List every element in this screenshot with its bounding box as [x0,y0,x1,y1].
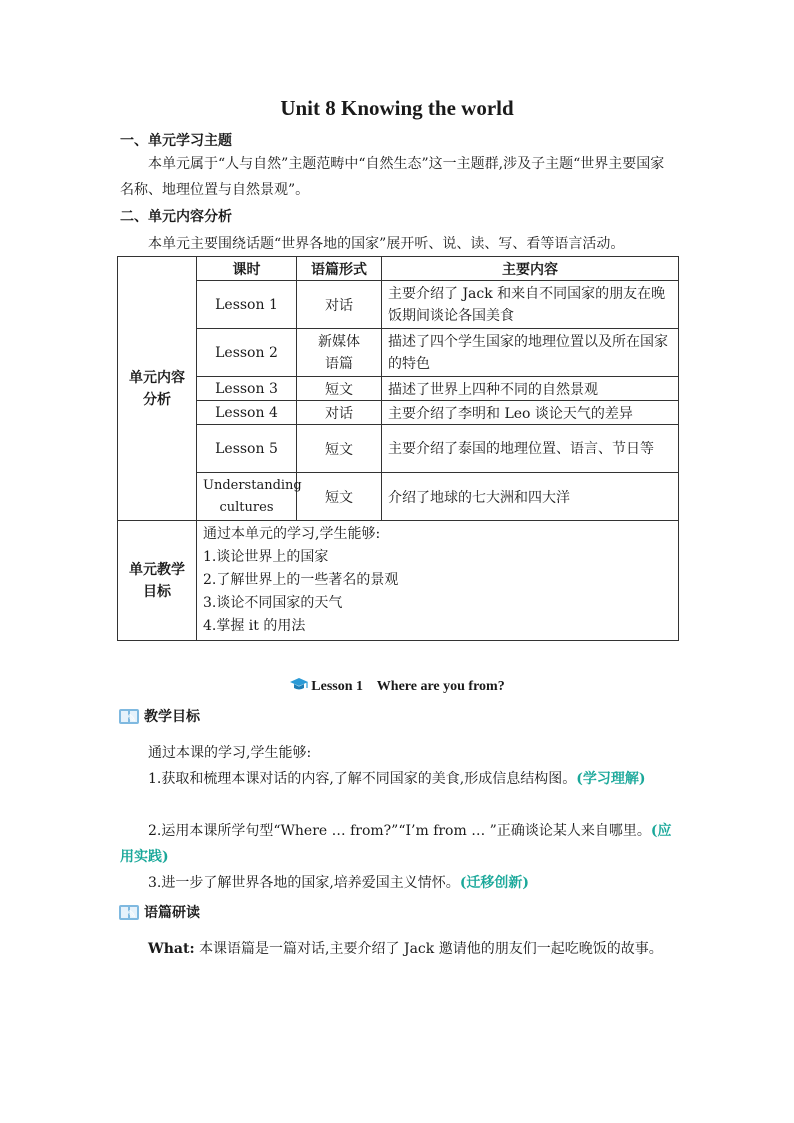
form-cell: 短文 [297,425,382,473]
document-title: Unit 8 Knowing the world [280,96,514,120]
lesson-cell: Lesson 5 [197,425,297,473]
goal-item: 4.掌握 it 的用法 [203,618,306,634]
content-cell: 描述了世界上四种不同的自然景观 [382,377,679,401]
form-cell: 短文 [297,473,382,521]
lesson-heading [0,677,794,698]
goals-cell [197,521,679,641]
objective-tag: (迁移创新) [459,875,530,891]
reading-what: What: 本课语篇是一篇对话,主要介绍了 Jack 邀请他的朋友们一起吃晚饭的故事。 [148,941,663,957]
section-2-text: 本单元主要围绕话题“世界各地的国家”展开听、说、读、写、看等语言活动。 [148,236,625,252]
table-row [118,377,679,401]
content-cell: 主要介绍了李明和 Leo 谈论天气的差异 [382,401,679,425]
unit-analysis-table [117,256,679,641]
reading-heading: ✎ 语篇研读 [118,902,200,922]
objective-tag: (应用实践) [120,823,672,865]
section-2-heading: 二、单元内容分析 [120,209,232,225]
goal-item: 1.谈论世界上的国家 [203,549,329,565]
form-cell: 短文 [297,377,382,401]
objectives-intro: 通过本课的学习,学生能够: [148,745,312,761]
goal-item: 3.谈论不同国家的天气 [203,595,343,611]
lesson-cell: Lesson 3 [197,377,297,401]
objective-item: 1.获取和梳理本课对话的内容,了解不同国家的美食,形成信息结构图。(学习理解) [148,771,646,787]
table-row [118,401,679,425]
form-cell: 对话 [297,401,382,425]
header-content: 主要内容 [382,257,679,281]
content-cell: 主要介绍了 Jack 和来自不同国家的朋友在晚饭期间谈论各国美食 [382,281,679,329]
section-1-heading: 一、单元学习主题 [120,133,232,149]
graduation-cap-icon [289,677,309,698]
header-form: 语篇形式 [297,257,382,281]
form-cell: 新媒体语篇 [297,329,382,377]
table-row [118,425,679,473]
book-icon [118,902,140,922]
row-label-goals: 单元教学目标 [118,521,197,641]
goal-item: 2.了解世界上的一些著名的景观 [203,572,399,588]
lesson-cell: Lesson 2 [197,329,297,377]
row-label-analysis: 单元内容分析 [118,257,197,521]
objective-tag: (学习理解) [576,771,646,787]
lesson-cell: Lesson 1 [197,281,297,329]
goal-intro: 通过本单元的学习,学生能够: [203,526,381,542]
table-row [118,473,679,521]
objectives-heading: ✎ 教学目标 [118,706,200,726]
header-lesson: 课时 [197,257,297,281]
lesson-cell: Lesson 4 [197,401,297,425]
objective-item: 3.进一步了解世界各地的国家,培养爱国主义情怀。(迁移创新) [148,875,530,891]
content-cell: 描述了四个学生国家的地理位置以及所在国家的特色 [382,329,679,377]
objective-item: 2.运用本课所学句型“Where … from?”“I’m from … ”正确谈论某人来自哪里。(应用实践) [120,823,672,865]
svg-text:✎: ✎ [127,908,137,921]
table-row [118,281,679,329]
form-cell: 对话 [297,281,382,329]
lesson-cell: Understanding cultures [197,473,297,521]
content-cell: 主要介绍了泰国的地理位置、语言、节日等 [382,425,679,473]
table-row [118,329,679,377]
svg-text:✎: ✎ [127,712,137,725]
content-cell: 介绍了地球的七大洲和四大洋 [382,473,679,521]
section-1-text: 本单元属于“人与自然”主题范畴中“自然生态”这一主题群,涉及子主题“世界主要国家名称、地理位置与自然景观”。 [120,156,665,198]
book-icon [118,706,140,726]
lesson-heading-text: Lesson 1 Where are you from? [311,679,505,694]
